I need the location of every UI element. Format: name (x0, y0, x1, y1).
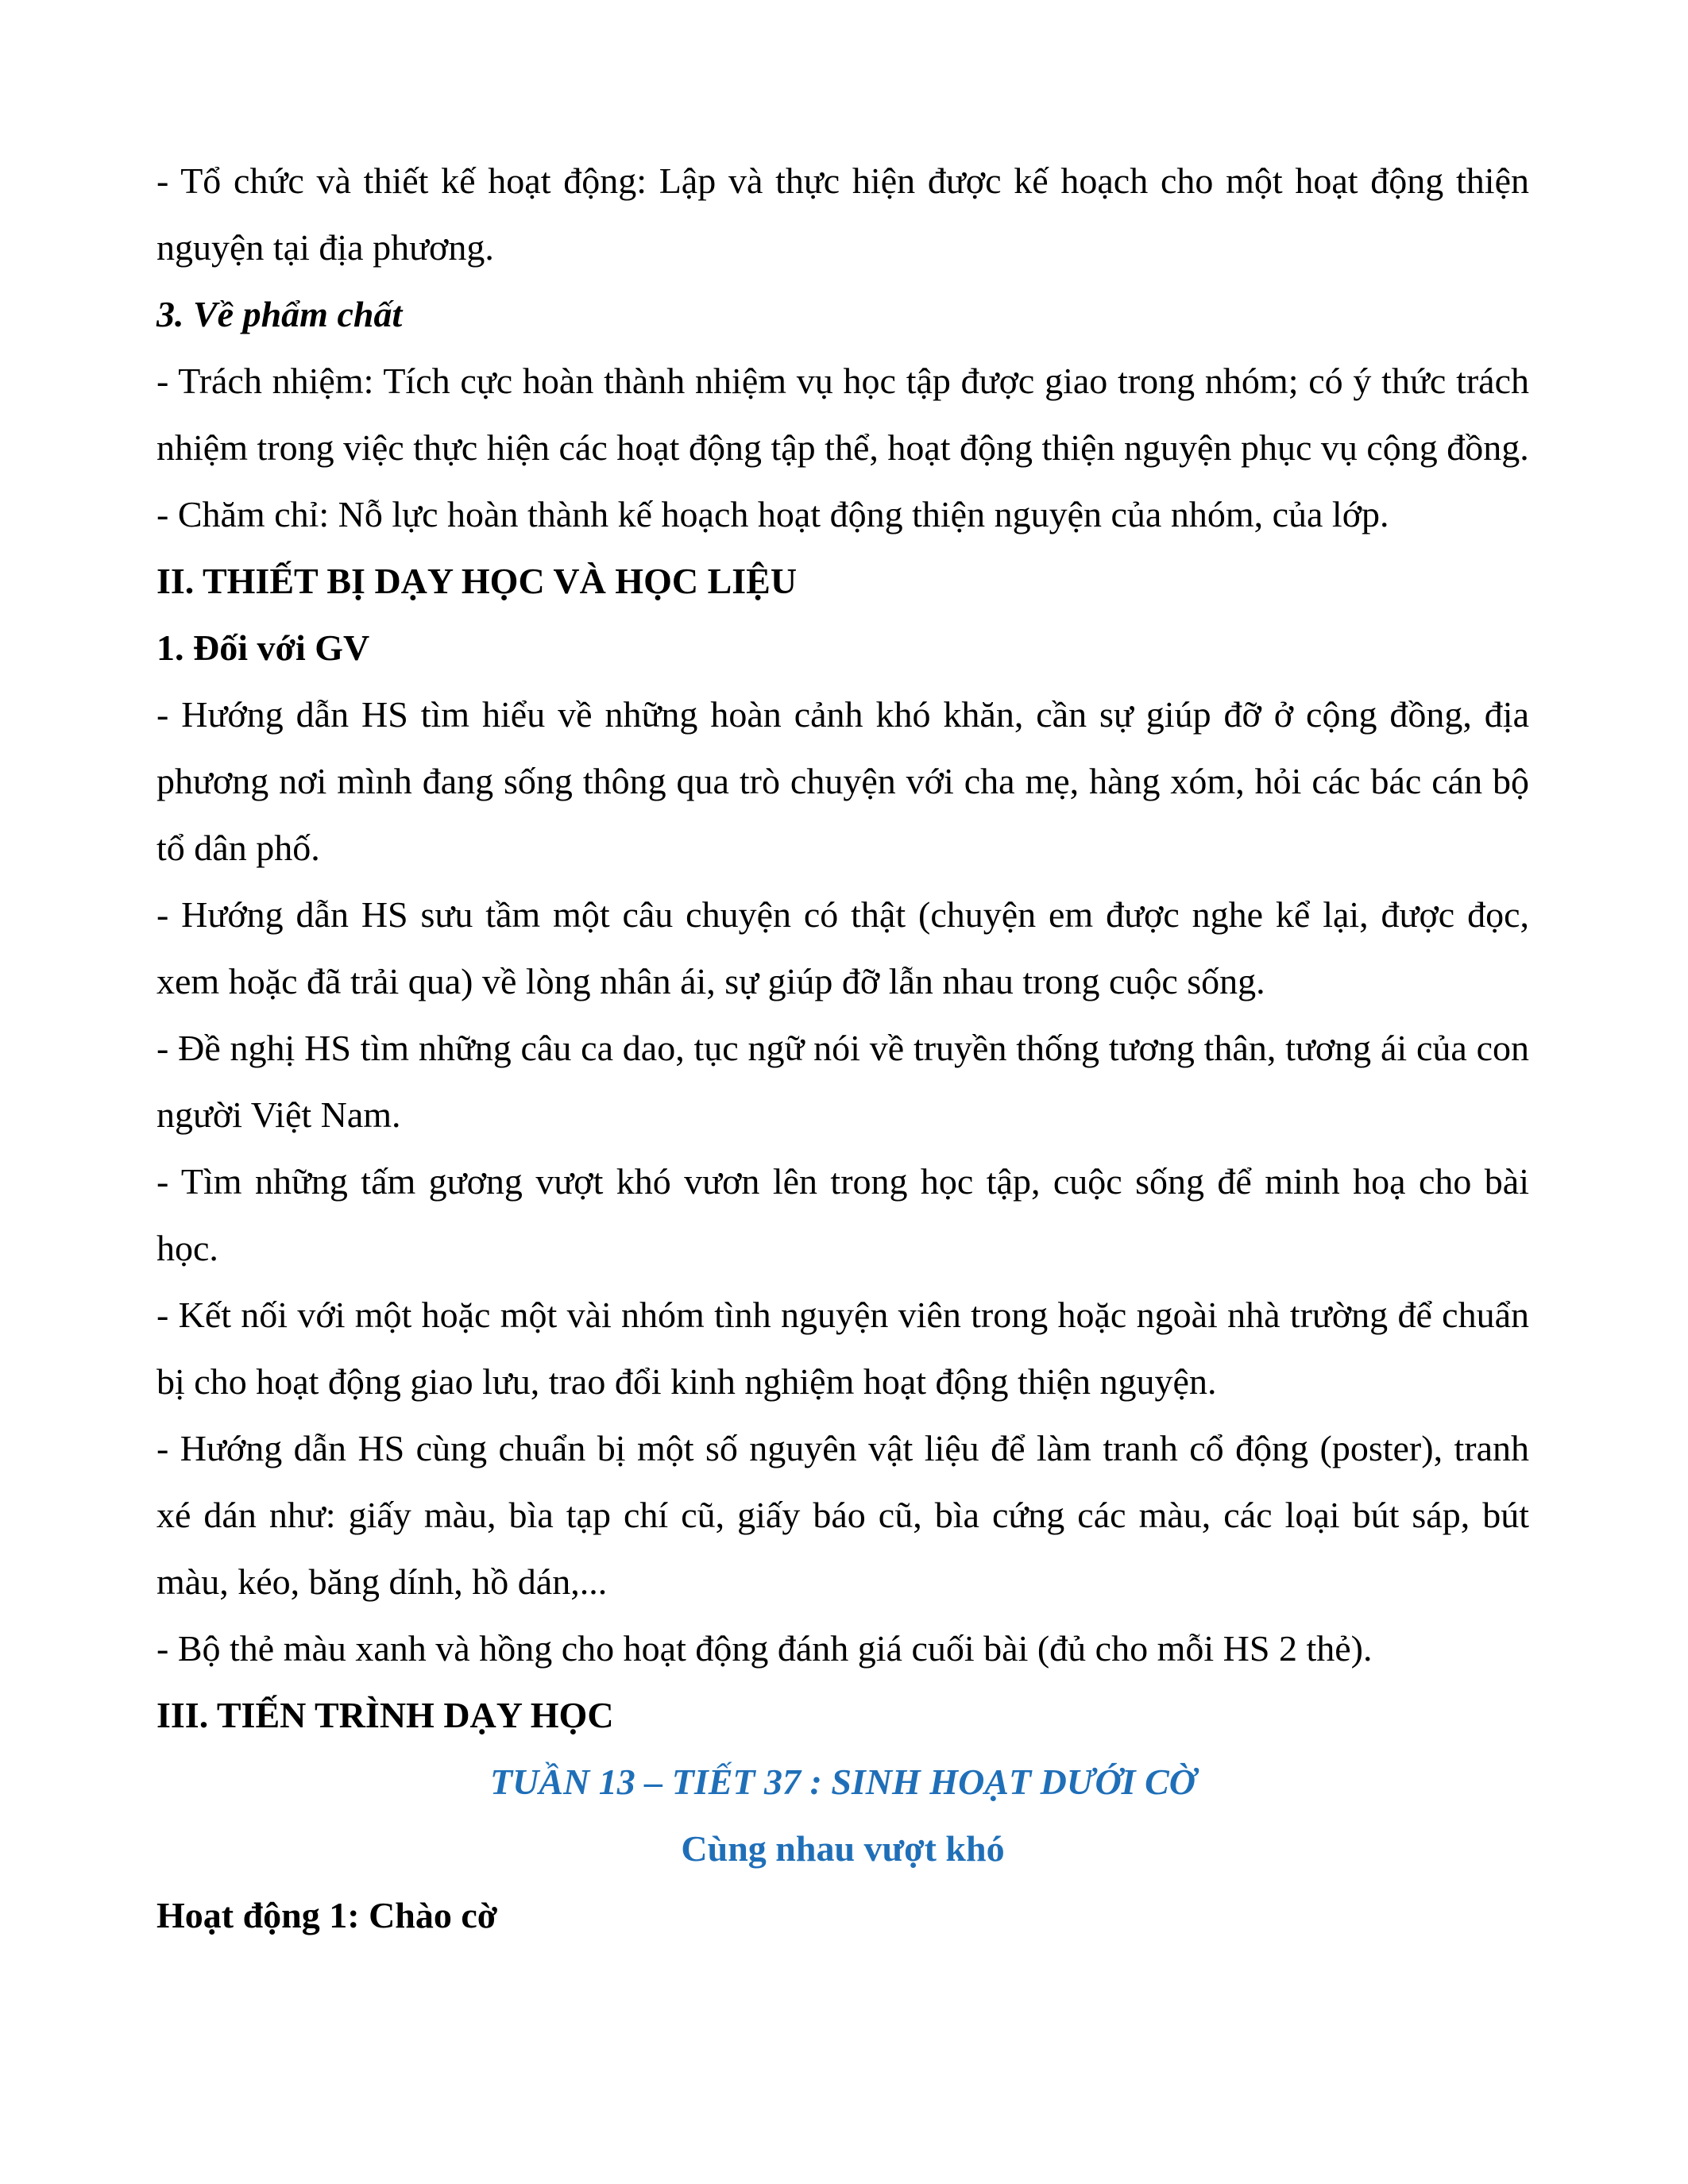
week-title: TUẦN 13 – TIẾT 37 : SINH HOẠT DƯỚI CỜ (490, 1761, 1196, 1802)
gv-item-3: - Đề nghị HS tìm những câu ca dao, tục ngữ nói về truyền thống tương thân, tương ái của con người Việt Nam. (156, 1028, 1529, 1135)
heading-thiet-bi-day-hoc: II. THIẾT BỊ DẠY HỌC VÀ HỌC LIỆU (156, 561, 798, 601)
paragraph-cham-chi: - Chăm chỉ: Nỗ lực hoàn thành kế hoạch hoạt động thiện nguyện của nhóm, của lớp. (156, 494, 1389, 534)
paragraph-trach-nhiem: - Trách nhiệm: Tích cực hoàn thành nhiệm vụ học tập được giao trong nhóm; có ý thức trách nhiệm trong việc thực hiện các hoạt động tập thể, hoạt động thiện nguyện phục vụ cộng đồng. (156, 361, 1529, 468)
week-subtitle: Cùng nhau vượt khó (681, 1828, 1005, 1869)
gv-item-1: - Hướng dẫn HS tìm hiểu về những hoàn cảnh khó khăn, cần sự giúp đỡ ở cộng đồng, địa phương nơi mình đang sống thông qua trò chuyện với cha mẹ, hàng xóm, hỏi các bác cán bộ tổ dân phố. (156, 694, 1529, 868)
document-page (156, 148, 1529, 1949)
gv-item-6: - Hướng dẫn HS cùng chuẩn bị một số nguyên vật liệu để làm tranh cổ động (poster), tranh xé dán như: giấy màu, bìa tạp chí cũ, giấy báo cũ, bìa cứng các màu, các loại bút sáp, bút màu, kéo, băng dính, hồ dán,... (156, 1428, 1529, 1602)
heading-tien-trinh-day-hoc: III. TIẾN TRÌNH DẠY HỌC (156, 1695, 614, 1735)
heading-doi-voi-gv: 1. Đối với GV (156, 627, 370, 668)
heading-pham-chat: 3. Về phẩm chất (156, 294, 403, 334)
gv-item-4: - Tìm những tấm gương vượt khó vươn lên trong học tập, cuộc sống để minh hoạ cho bài học. (156, 1161, 1529, 1268)
gv-item-5: - Kết nối với một hoặc một vài nhóm tình nguyện viên trong hoặc ngoài nhà trường để chuẩn bị cho hoạt động giao lưu, trao đổi kinh nghiệm hoạt động thiện nguyện. (156, 1295, 1529, 1402)
paragraph-organize-activity: - Tổ chức và thiết kế hoạt động: Lập và thực hiện được kế hoạch cho một hoạt động thiện nguyện tại địa phương. (156, 160, 1529, 268)
gv-item-2: - Hướng dẫn HS sưu tầm một câu chuyện có thật (chuyện em được nghe kể lại, được đọc, xem hoặc đã trải qua) về lòng nhân ái, sự giúp đỡ lẫn nhau trong cuộc sống. (156, 894, 1529, 1001)
heading-activity-1: Hoạt động 1: Chào cờ (156, 1895, 498, 1935)
gv-item-7: - Bộ thẻ màu xanh và hồng cho hoạt động đánh giá cuối bài (đủ cho mỗi HS 2 thẻ). (156, 1628, 1373, 1669)
